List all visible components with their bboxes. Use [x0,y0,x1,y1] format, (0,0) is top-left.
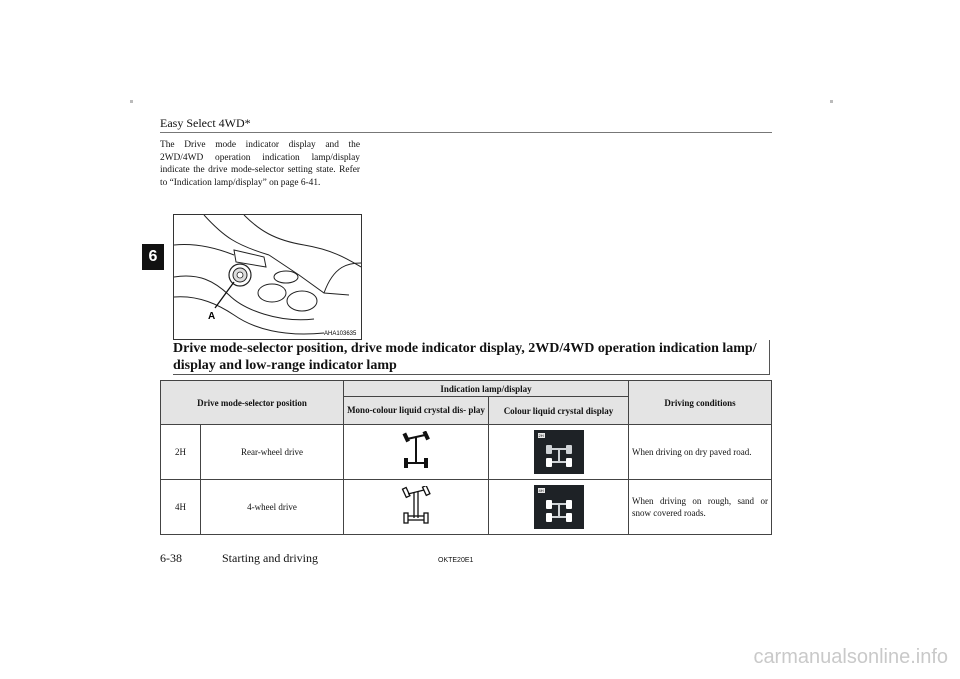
intro-paragraph: The Drive mode indicator display and the 2WD/4WD operation indication lamp/display indicate the drive mode-selector setting state. Refer to “Indication lamp/display” on page 6-41. [160,140,360,188]
figure-code: AHA103635 [324,331,357,337]
section-rule [173,374,770,375]
table-row [161,425,772,480]
corner-mark [130,100,133,103]
figure-callout: A [208,311,216,322]
section-title: Drive mode-selector position, drive mode indicator display, 2WD/4WD operation indication lamp/ display and low-range indicator lamp [173,341,757,373]
mode-name: 4-wheel drive [201,480,344,535]
mono-cell [344,480,489,535]
section-rule [769,340,770,374]
mono-cell [344,425,489,480]
colour-cell [489,480,629,535]
mode-name: Rear-wheel drive [201,425,344,480]
header-indication: Indication lamp/display [344,381,629,397]
watermark: carmanualsonline.info [753,646,948,668]
header-position: Drive mode-selector position [161,381,344,425]
colour-lcd-display [534,430,584,474]
console-illustration [173,214,362,340]
document-code: OKTE20E1 [438,557,474,564]
drive-mode-table [160,380,772,535]
lcd-mode-label: 4H [538,488,544,493]
colour-cell [489,425,629,480]
footer-section: Starting and driving [222,551,318,565]
chapter-tab: 6 [142,244,164,270]
header-conditions: Driving conditions [629,381,772,425]
lcd-mode-label: 2H [538,433,544,438]
colour-lcd-display [534,485,584,529]
corner-mark [830,100,833,103]
header-rule [160,132,772,133]
four-wheel-drive-icon [399,486,433,526]
header-colour: Colour liquid crystal display [489,397,629,425]
mode-code: 2H [161,425,201,480]
running-header: Easy Select 4WD* [160,116,251,130]
page-number: 6-38 [160,551,182,565]
header-mono: Mono-colour liquid crystal dis- play [344,397,489,425]
driving-condition: When driving on dry paved road. [629,425,772,480]
table-row [161,480,772,535]
console-drawing [174,215,361,339]
driving-condition: When driving on rough, sand or snow covered roads. [629,480,772,535]
rear-wheel-drive-icon [399,431,433,471]
mode-code: 4H [161,480,201,535]
